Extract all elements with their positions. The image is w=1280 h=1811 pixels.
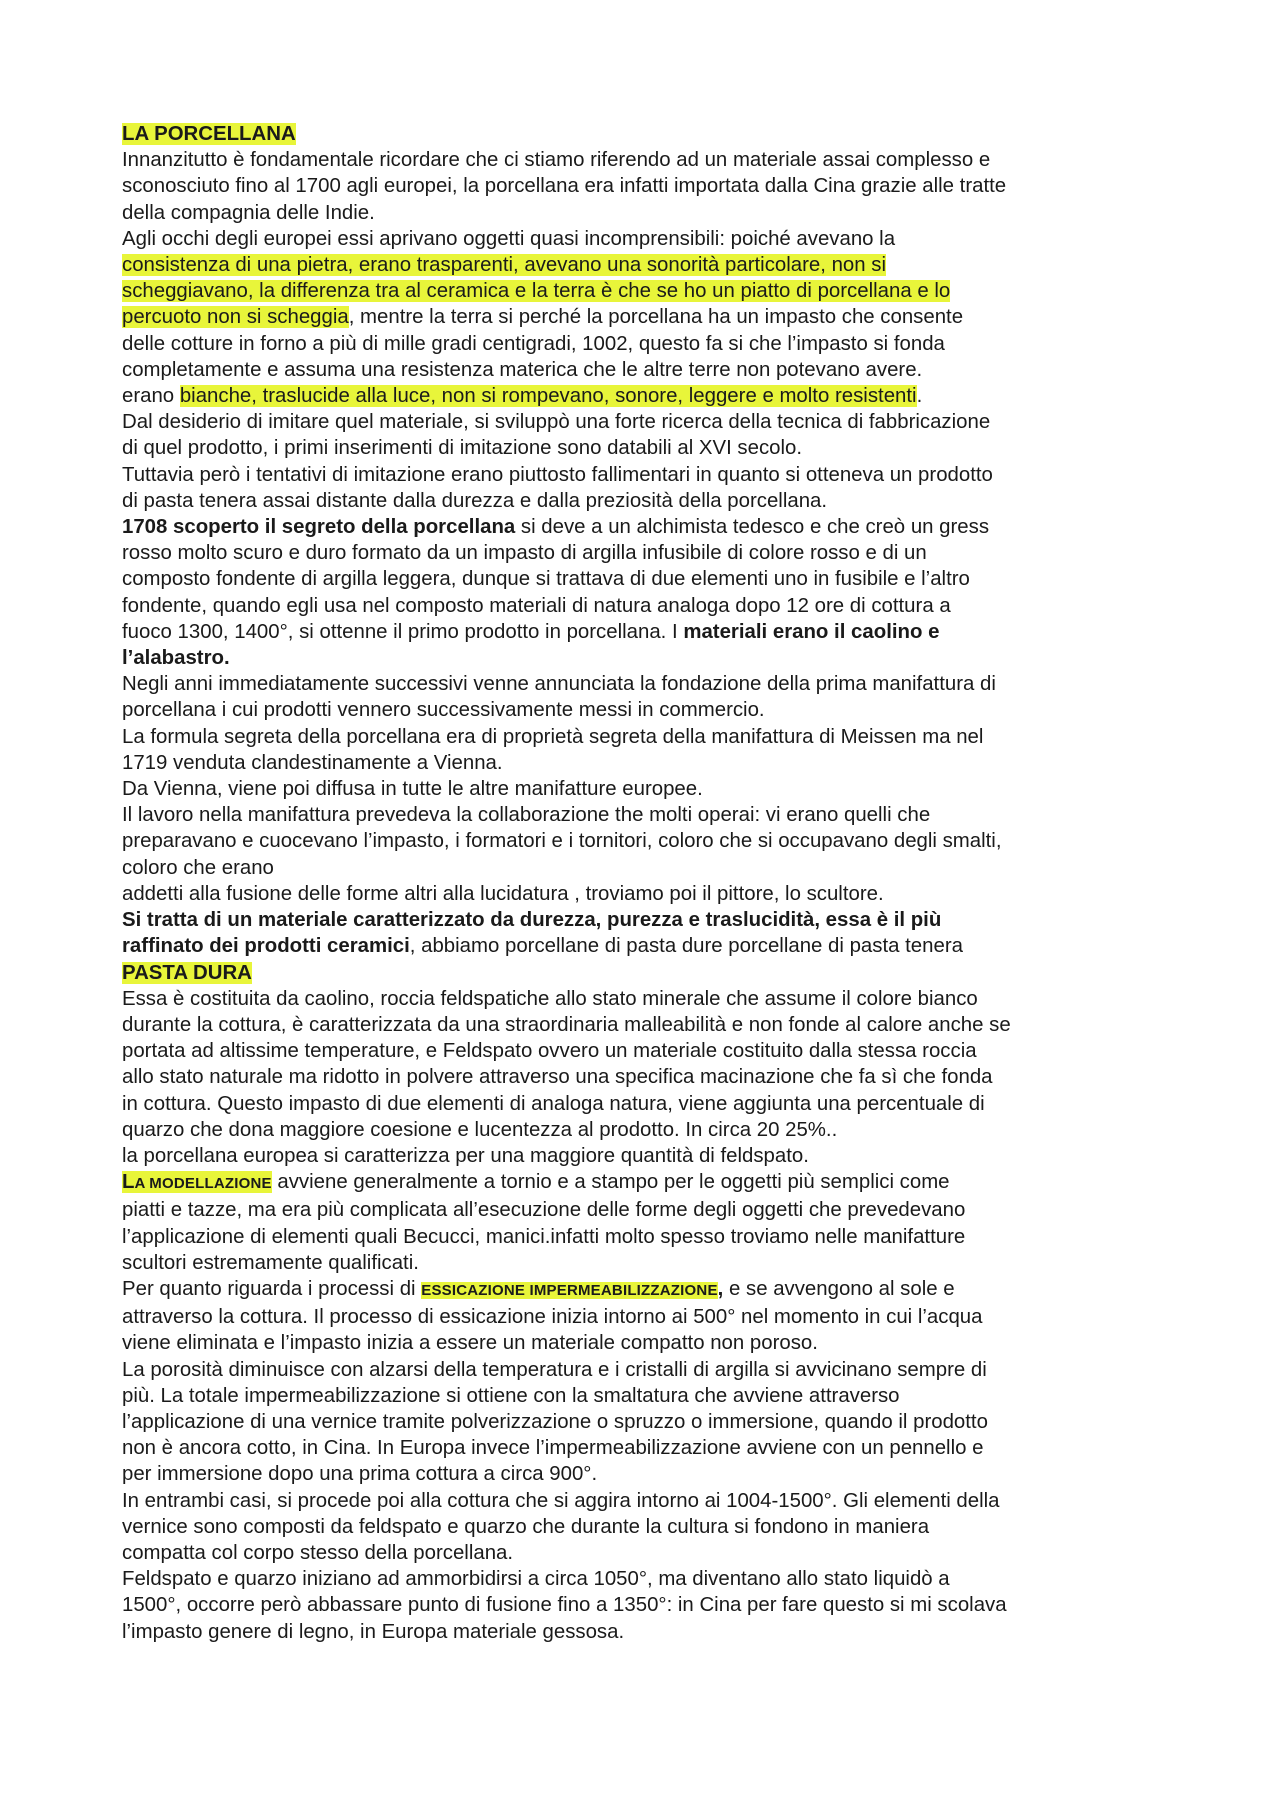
text-line: La formula segreta della porcellana era di proprietà segreta della manifattura di Meissen ma nel (122, 725, 984, 748)
text-line: sconosciuto fino al 1700 agli europei, la porcellana era infatti importata dalla Cina grazie alle tratte (122, 175, 1007, 198)
text-run: erano (122, 385, 180, 408)
text-line: Il lavoro nella manifattura prevedeva la collaborazione the molti operai: vi erano quelli che (122, 804, 931, 827)
section-heading-modellazione (122, 1171, 272, 1193)
heading-rest: A MODELLAZIONE (134, 1175, 272, 1193)
text-line: completamente e assuma una resistenza materica che le altre terre non potevano avere. (122, 358, 923, 381)
highlight: consistenza di una pietra, erano trasparenti, avevano una sonorità particolare, non si (122, 254, 886, 277)
text-run: fuoco 1300, 1400°, si ottenne il primo prodotto in porcellana. I (122, 620, 684, 643)
text-line: durante la cottura, è caratterizzata da una straordinaria malleabilità e non fonde al calore anche se (122, 1013, 1011, 1036)
text-run: si deve a un alchimista tedesco e che creò un gress (515, 516, 990, 539)
bold-run: 1708 scoperto il segreto della porcellana (122, 516, 516, 539)
bold-line: Si tratta di un materiale caratterizzato da durezza, purezza e traslucidità, essa è il più (122, 909, 942, 932)
text-line: attraverso la cottura. Il processo di essicazione inizia intorno ai 500° nel momento in cui l’acqua (122, 1306, 983, 1329)
section-heading-pasta-dura: PASTA DURA (122, 961, 252, 984)
text-line: per immersione dopo una prima cottura a circa 900°. (122, 1463, 598, 1486)
highlight: bianche, traslucide alla luce, non si rompevano, sonore, leggere e molto resistenti (179, 385, 917, 408)
text-line (122, 1169, 1182, 1197)
text-line: In entrambi casi, si procede poi alla cottura che si aggira intorno ai 1004-1500°. Gli elementi della (122, 1489, 1000, 1512)
text-line: piatti e tazze, ma era più complicata all’esecuzione delle forme degli oggetti che prevedevano (122, 1199, 966, 1222)
text-line (122, 933, 1182, 959)
highlighted-line (122, 304, 1182, 330)
text-line: di quel prodotto, i primi inserimenti di imitazione sono databili al XVI secolo. (122, 437, 803, 460)
text-line: 1719 venduta clandestinamente a Vienna. (122, 751, 503, 774)
text-line: Agli occhi degli europei essi aprivano oggetti quasi incomprensibili: poiché avevano la (122, 227, 896, 250)
highlighted-line (122, 252, 1182, 278)
text-line: allo stato naturale ma ridotto in polvere attraverso una specifica macinazione che fa sì che fonda (122, 1066, 993, 1089)
heading-initial: L (122, 1171, 135, 1194)
bold-run: l’alabastro. (122, 647, 230, 670)
text-line: 1500°, occorre però abbassare punto di fusione fino a 1350°: in Cina per fare questo si mi scolava (122, 1594, 1007, 1617)
text-line: l’applicazione di elementi quali Becucci, manici.infatti molto spesso troviamo nelle manifatture (122, 1225, 966, 1248)
text-run: e se avvengono al sole e (723, 1277, 955, 1300)
text-line: delle cotture in forno a più di mille gradi centigradi, 1002, questo fa si che l’impasto si fonda (122, 332, 945, 355)
text-run: , mentre la terra si perché la porcellana ha un impasto che consente (348, 306, 964, 329)
highlighted-line (122, 383, 1182, 409)
text-line: della compagnia delle Indie. (122, 201, 375, 224)
highlighted-line (122, 278, 1182, 304)
text-line: porcellana i cui prodotti vennero successivamente messi in commercio. (122, 699, 765, 722)
text-line: Essa è costituita da caolino, roccia feldspatiche allo stato minerale che assume il colore bianco (122, 987, 978, 1010)
highlight: scheggiavano, la differenza tra al ceramica e la terra è che se ho un piatto di porcellana e lo (122, 280, 951, 303)
text-run: . (916, 385, 923, 408)
text-line: compatta col corpo stesso della porcellana. (122, 1541, 514, 1564)
text-line: l’impasto genere di legno, in Europa materiale gessosa. (122, 1620, 625, 1643)
text-line: addetti alla fusione delle forme altri alla lucidatura , troviamo poi il pittore, lo scultore. (122, 882, 884, 905)
text-run: , (717, 1277, 724, 1300)
text-line: l’applicazione di una vernice tramite polverizzazione o spruzzo o immersione, quando il prodotto (122, 1410, 988, 1433)
bold-run: raffinato dei prodotti ceramici (122, 935, 410, 958)
text-line: la porcellana europea si caratterizza per una maggiore quantità di feldspato. (122, 1144, 809, 1167)
text-line: Innanzitutto è fondamentale ricordare che ci stiamo riferendo ad un materiale assai complesso e (122, 149, 991, 172)
text-line: quarzo che dona maggiore coesione e lucentezza al prodotto. In circa 20 25%.. (122, 1118, 838, 1141)
document-page (122, 121, 1182, 1645)
text-line (122, 1276, 1182, 1304)
text-run: avviene generalmente a tornio e a stampo per le oggetti più semplici come (271, 1171, 950, 1194)
text-line: di pasta tenera assai distante dalla durezza e dalla preziosità della porcellana. (122, 489, 828, 512)
text-line: coloro che erano (122, 856, 274, 879)
text-run: Per quanto riguarda i processi di (122, 1277, 422, 1300)
text-line: più. La totale impermeabilizzazione si ottiene con la smaltatura che avviene attraverso (122, 1384, 900, 1407)
text-line (122, 514, 1182, 540)
title-line (122, 121, 1182, 147)
text-line: non è ancora cotto, in Cina. In Europa invece l’impermeabilizzazione avviene con un pennello e (122, 1437, 984, 1460)
text-line: viene eliminata e l’impasto inizia a essere un materiale compatto non poroso. (122, 1332, 818, 1355)
text-line: Tuttavia però i tentativi di imitazione erano piuttosto fallimentari in quanto si otteneva un prodotto (122, 463, 993, 486)
text-line: Dal desiderio di imitare quel materiale, si sviluppò una forte ricerca della tecnica di fabbricazione (122, 411, 991, 434)
text-line: scultori estremamente qualificati. (122, 1251, 419, 1274)
text-line: preparavano e cuocevano l’impasto, i formatori e i tornitori, coloro che si occupavano degli smalti, (122, 830, 1002, 853)
text-line: Da Vienna, viene poi diffusa in tutte le altre manifatture europee. (122, 778, 703, 801)
highlight: percuoto non si scheggia (122, 306, 349, 329)
text-line: rosso molto scuro e duro formato da un impasto di argilla infusibile di colore rosso e di un (122, 542, 927, 565)
text-line: in cottura. Questo impasto di due elementi di analoga natura, viene aggiunta una percentuale di (122, 1092, 985, 1115)
text-line: composto fondente di argilla leggera, dunque si trattava di due elementi uno in fusibile e l’altro (122, 568, 970, 591)
text-line (122, 619, 1182, 645)
text-line: fondente, quando egli usa nel composto materiali di natura analoga dopo 12 ore di cottura a (122, 594, 951, 617)
heading-line (122, 960, 1182, 986)
text-line: Negli anni immediatamente successivi venne annunciata la fondazione della prima manifattura di (122, 673, 996, 696)
text-line: La porosità diminuisce con alzarsi della temperatura e i cristalli di argilla si avvicinano sempre di (122, 1358, 987, 1381)
document-title: LA PORCELLANA (122, 123, 296, 145)
text-line: portata ad altissime temperature, e Feldspato ovvero un materiale costituito dalla stessa roccia (122, 1040, 977, 1063)
text-line: Feldspato e quarzo iniziano ad ammorbidirsi a circa 1050°, ma diventano allo stato liquidò a (122, 1568, 950, 1591)
text-line (122, 645, 1182, 671)
text-run: , abbiamo porcellane di pasta dure porcellane di pasta tenera (409, 935, 963, 958)
text-line: vernice sono composti da feldspato e quarzo che durante la cultura si fondono in maniera (122, 1515, 930, 1538)
bold-run: materiali erano il caolino e (683, 620, 940, 643)
section-heading-essicazione: ESSICAZIONE IMPERMEABILIZZAZIONE (421, 1281, 718, 1299)
